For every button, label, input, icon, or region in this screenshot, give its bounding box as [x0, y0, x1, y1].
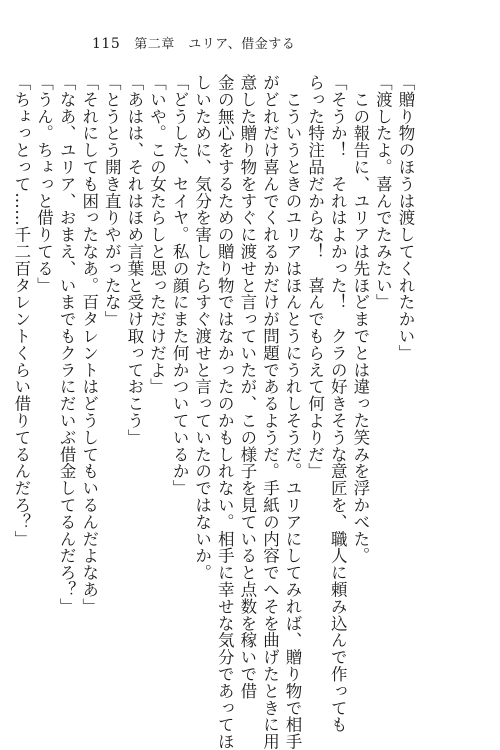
text-line: この報告に、ユリアは先ほどまでとは違った笑みを浮かべた。 — [350, 74, 370, 565]
text-line: 金の無心をするための贈り物ではなかったのかもしれない。相手に幸せな気分であってほ — [215, 74, 235, 750]
text-line: 「贈り物のほうは渡してくれたかい」 — [396, 74, 415, 362]
text-line: しいために、気分を害したらすぐ渡せと言っていたのではないか。 — [192, 74, 212, 581]
text-line: らった特注品だからな！ 喜んでもらえて何よりだ」 — [305, 74, 325, 480]
text-line: 「どうした、セイヤ。私の顔にまた何かついているか」 — [170, 74, 190, 497]
page-number: 115 — [92, 36, 121, 52]
text-line: 「うん。ちょっと借りてる」 — [34, 74, 54, 294]
text-line: 「それにしても困ったなあ。百タレントはどうしてもいるんだよなあ」 — [79, 74, 99, 615]
text-line: 「いや。この女たらしと思っただけだよ」 — [147, 74, 167, 396]
text-line: 「渡したよ。喜んでたみたい」 — [373, 74, 393, 311]
text-line: 意した贈り物をすぐに渡せと言っていたが、この様子を見ていると点数を稼いで借 — [237, 74, 257, 700]
text-line: 「ちょっとって……千二百タレントくらい借りてるんだろ？」 — [11, 74, 31, 548]
text-line: 「なあ、ユリア、おまえ、いまでもクラにだいぶ借金してるんだろ？」 — [57, 74, 77, 615]
text-line: 「とうとう開き直りやがったな」 — [102, 74, 122, 328]
page-header — [92, 33, 295, 53]
text-line: こういうときのユリアはほんとうにうれしそうだ。ユリアにしてみれば、贈り物で相手 — [283, 74, 303, 750]
text-line: 「あはは、それはほめ言葉と受け取っておこう」 — [124, 74, 144, 446]
text-line: がどれだけ喜んでくれるかだけが問題であるようだ。手紙の内容でへそを曲げたときに用 — [260, 74, 280, 750]
text-line: 「そうか！ それはよかった！ クラの好きそうな意匠を、職人に頼み込んで作っても — [328, 74, 348, 734]
running-head: 第二章 ユリア、借金する — [134, 37, 296, 52]
body-text — [9, 74, 416, 750]
